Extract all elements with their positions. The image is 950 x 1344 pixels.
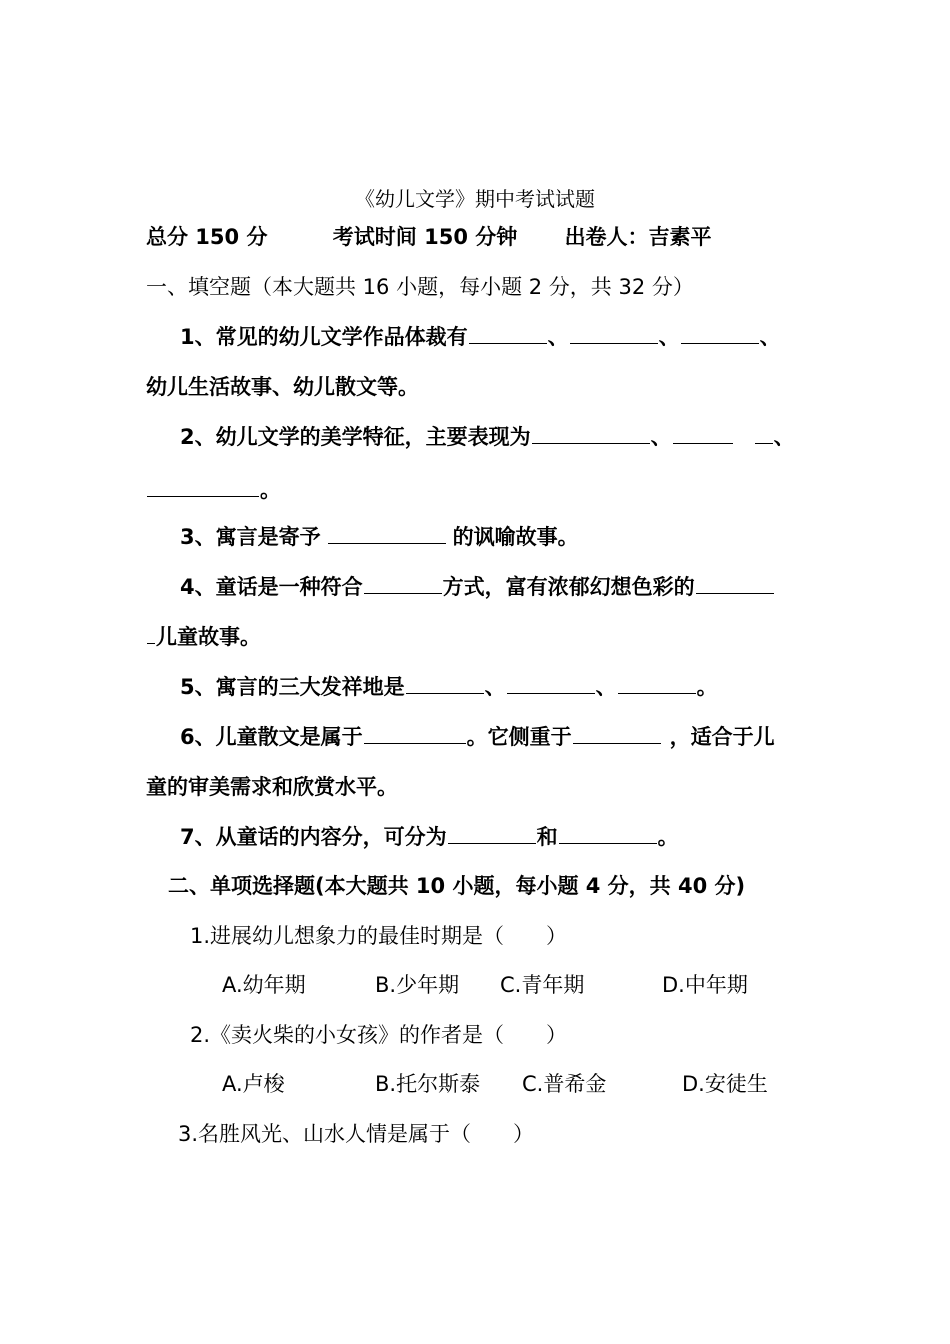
section1-heading: 一、填空题（本大题共 16 小题，每小题 2 分，共 32 分） — [146, 275, 694, 299]
answer-blank[interactable] — [448, 823, 536, 844]
answer-blank[interactable] — [406, 673, 484, 694]
separator: 、 — [650, 425, 672, 449]
answer-blank[interactable] — [507, 673, 595, 694]
question-text: 2、幼儿文学的美学特征，主要表现为 — [180, 425, 531, 449]
question-text: 3、寓言是寄予 — [180, 525, 321, 549]
question-text: 6、儿童散文是属于 — [180, 725, 363, 749]
fill-question-7 — [180, 819, 860, 855]
question-text: 4、童话是一种符合 — [180, 575, 363, 599]
fill-question-5 — [180, 669, 860, 705]
separator: 、 — [547, 325, 569, 349]
answer-blank[interactable] — [364, 723, 466, 744]
fill-question-2-cont — [146, 472, 860, 508]
choice-option-d[interactable]: D.安徒生 — [682, 1072, 768, 1096]
choice-option-b[interactable]: B.少年期 — [375, 973, 460, 997]
separator: 、 — [595, 675, 617, 699]
choice-option-b[interactable]: B.托尔斯泰 — [375, 1072, 481, 1096]
question-text: 7、从童话的内容分，可分为 — [180, 825, 447, 849]
question-text: 5、寓言的三大发祥地是 — [180, 675, 405, 699]
choice-question-2: 2.《卖火柴的小女孩》的作者是（ ） — [190, 1023, 568, 1047]
answer-blank[interactable] — [147, 623, 155, 644]
separator: 、 — [484, 675, 506, 699]
fill-question-3 — [180, 519, 860, 555]
answer-blank[interactable] — [469, 323, 547, 344]
period: 。 — [260, 478, 281, 502]
answer-blank[interactable] — [364, 573, 442, 594]
answer-blank[interactable] — [328, 523, 446, 544]
question-text-mid: 。它侧重于 — [466, 725, 572, 749]
question-text-end: 的讽喻故事。 — [452, 525, 579, 549]
fill-question-6 — [180, 719, 860, 755]
exam-time: 考试时间 150 分钟 — [332, 225, 518, 249]
choice-option-d[interactable]: D.中年期 — [662, 973, 748, 997]
choice-option-a[interactable]: A.卢梭 — [222, 1072, 285, 1096]
fill-question-1-cont: 幼儿生活故事、幼儿散文等。 — [146, 375, 419, 399]
exam-header — [146, 219, 860, 255]
separator: 、 — [658, 325, 680, 349]
question-text-cont: 儿童故事。 — [156, 625, 261, 649]
answer-blank[interactable] — [673, 423, 733, 444]
fill-question-4-cont — [146, 619, 860, 655]
total-score: 总分 150 分 — [146, 225, 268, 249]
answer-blank[interactable] — [570, 323, 658, 344]
choice-question-1: 1.进展幼儿想象力的最佳时期是（ ） — [190, 924, 568, 948]
choice-question-3: 3.名胜风光、山水人情是属于（ ） — [178, 1122, 535, 1146]
separator: 、 — [773, 425, 795, 449]
answer-blank[interactable] — [681, 323, 759, 344]
fill-question-4 — [180, 569, 860, 605]
answer-blank[interactable] — [532, 423, 650, 444]
question-text-end: ，适合于儿 — [669, 725, 775, 749]
fill-question-6-cont: 童的审美需求和欣赏水平。 — [146, 775, 398, 799]
section2-heading: 二、单项选择题(本大题共 10 小题，每小题 4 分，共 40 分) — [168, 874, 746, 898]
separator: 、 — [759, 325, 781, 349]
fill-question-1 — [180, 319, 860, 355]
answer-blank[interactable] — [147, 476, 259, 497]
answer-blank[interactable] — [755, 423, 773, 444]
answer-blank[interactable] — [559, 823, 657, 844]
fill-question-2 — [180, 419, 860, 455]
choice-option-c[interactable]: C.普希金 — [522, 1072, 607, 1096]
question-text: 1、常见的幼儿文学作品体裁有 — [180, 325, 468, 349]
period: 。 — [657, 825, 679, 849]
answer-blank[interactable] — [573, 723, 661, 744]
question-text-mid: 和 — [536, 825, 558, 849]
exam-title: 《幼儿文学》期中考试试题 — [355, 187, 595, 211]
answer-blank[interactable] — [696, 573, 774, 594]
choice-option-a[interactable]: A.幼年期 — [222, 973, 306, 997]
choice-option-c[interactable]: C.青年期 — [500, 973, 585, 997]
answer-blank[interactable] — [618, 673, 696, 694]
exam-author: 出卷人：吉素平 — [564, 225, 712, 249]
question-text-mid: 方式，富有浓郁幻想色彩的 — [442, 575, 695, 599]
period: 。 — [696, 675, 718, 699]
